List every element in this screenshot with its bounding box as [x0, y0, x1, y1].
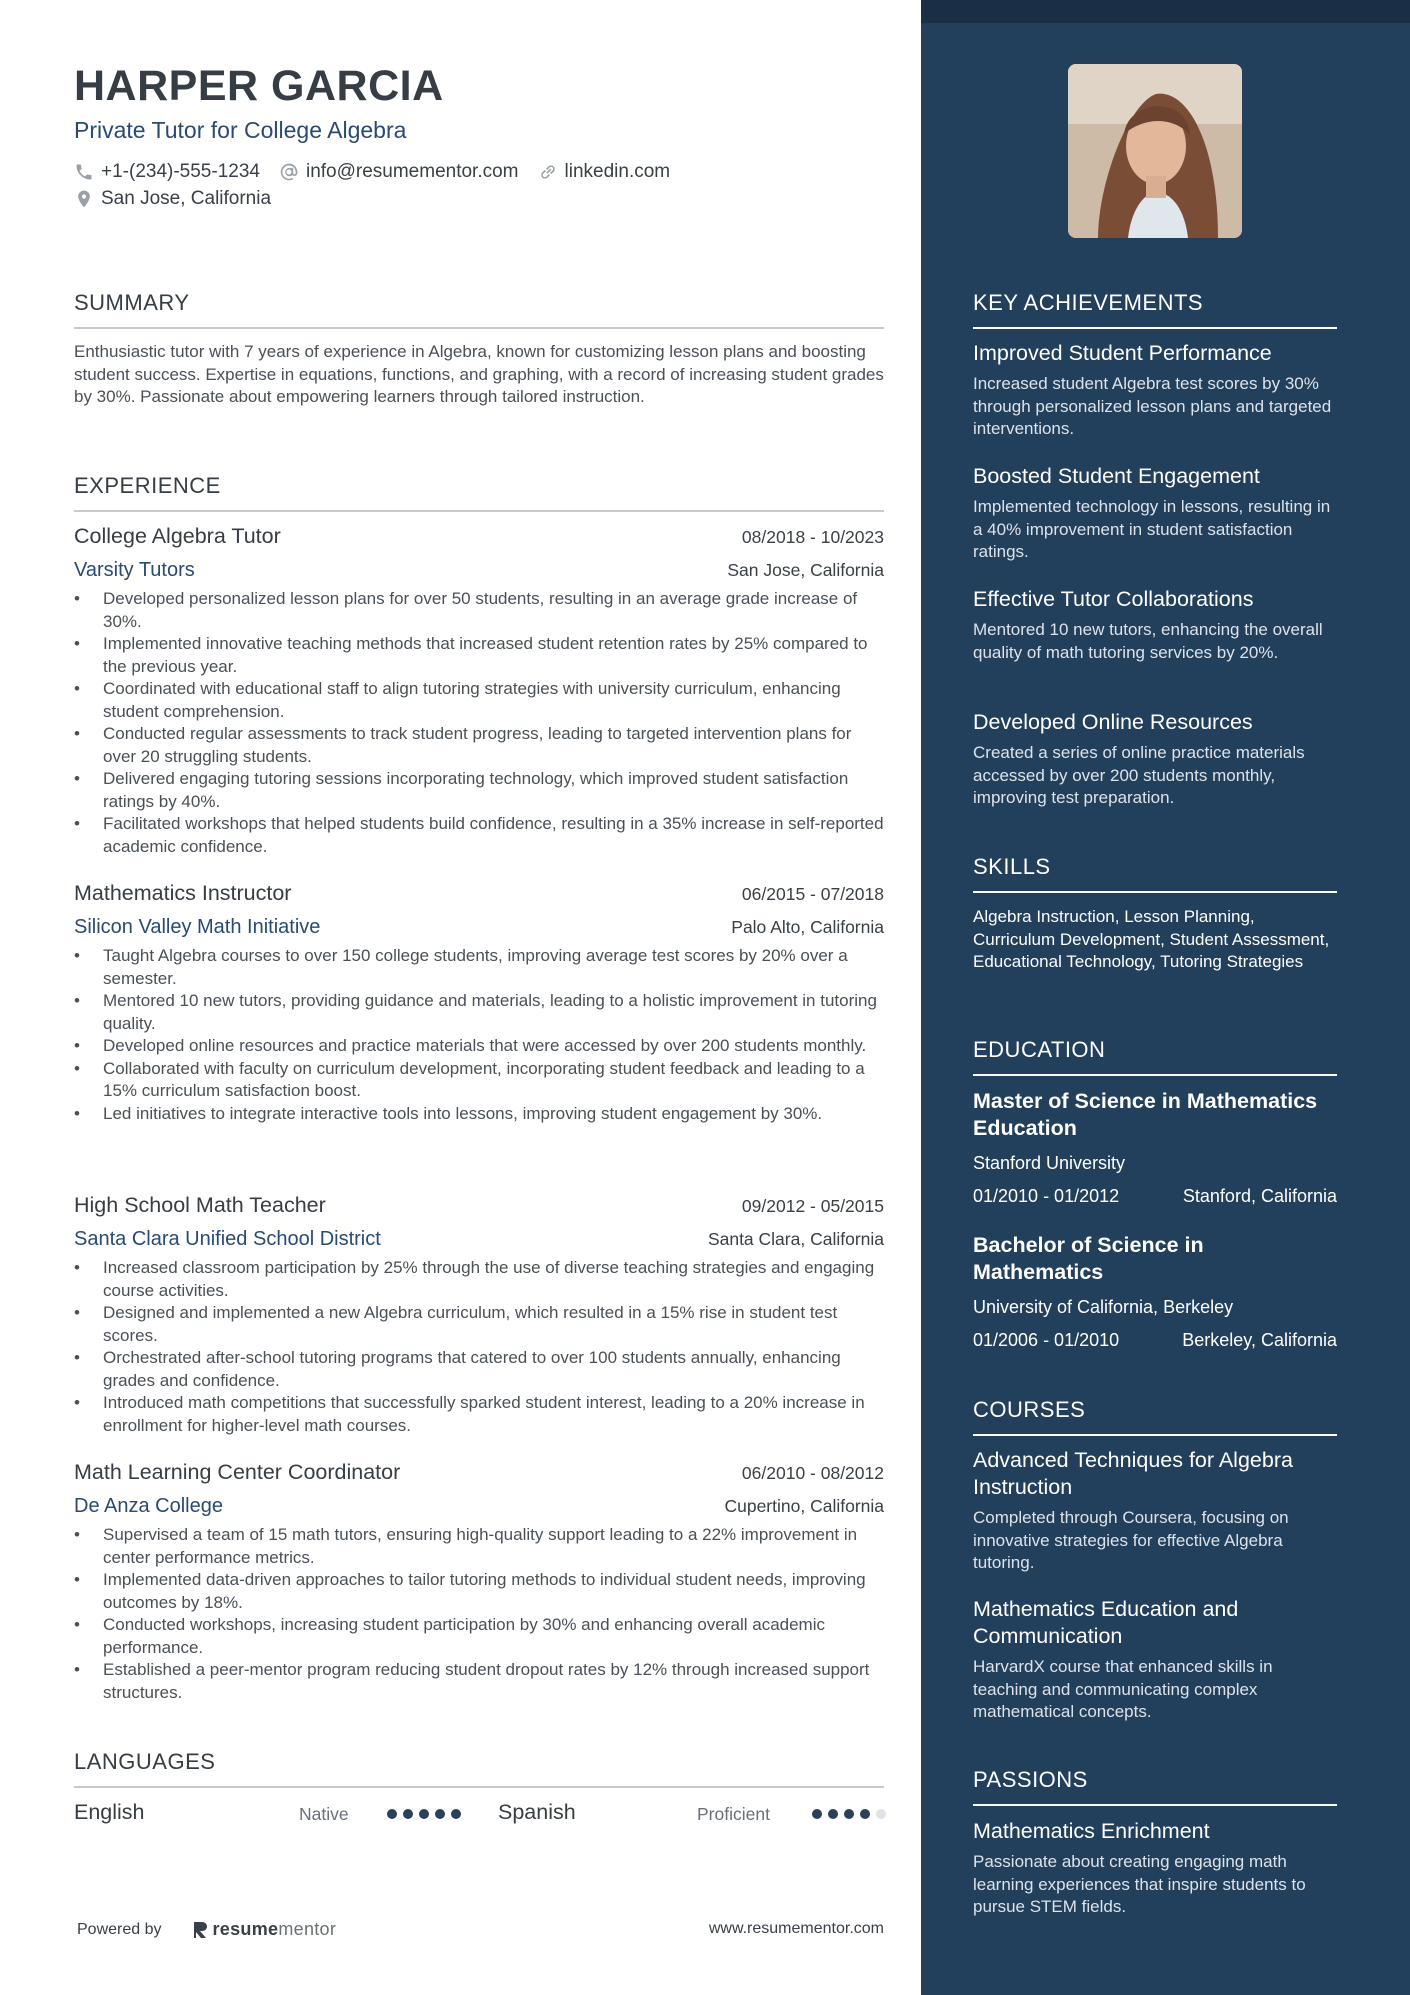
language-name: English: [74, 1800, 145, 1824]
achievement-text: Mentored 10 new tutors, enhancing the overall quality of math tutoring services by 20%.: [973, 620, 1323, 662]
course-item: [973, 1447, 1337, 1575]
passion-item: [973, 1818, 1337, 1919]
rating-dot-filled: [387, 1809, 397, 1819]
language-level: Proficient: [697, 1804, 770, 1824]
bullet-item: • Mentored 10 new tutors, providing guidance and materials, leading to a holistic improvement in tutoring quality.: [74, 990, 884, 1035]
languages-list: [74, 1800, 884, 1830]
achievement-title: Improved Student Performance: [973, 341, 1272, 365]
language-english: [74, 1800, 145, 1825]
sidebar-top-bar: [921, 0, 1410, 23]
job-role: Mathematics Instructor: [74, 881, 292, 905]
brand-bold: resume: [212, 1919, 279, 1939]
summary-heading: SUMMARY: [74, 290, 884, 329]
achievement-item: [973, 709, 1337, 810]
bullet-item: • Taught Algebra courses to over 150 college students, improving average test scores by 20% over a semester.: [74, 945, 884, 990]
candidate-name: HARPER GARCIA: [74, 62, 444, 110]
education-heading: EDUCATION: [973, 1037, 1337, 1076]
job-bullets: [74, 1524, 884, 1704]
main-column: [74, 0, 884, 1995]
course-item: [973, 1596, 1337, 1724]
achievement-text: Increased student Algebra test scores by 30% through personalized lesson plans and targeted interventions.: [973, 374, 1332, 438]
rating-dot-filled: [860, 1809, 870, 1819]
language-spanish: [498, 1800, 576, 1825]
rating-dot-filled: [828, 1809, 838, 1819]
rating-dot-filled: [812, 1809, 822, 1819]
languages-heading: LANGUAGES: [74, 1749, 884, 1788]
phone-text: +1-(234)-555-1234: [101, 161, 260, 182]
at-icon: [279, 162, 299, 182]
job-company: Santa Clara Unified School District: [74, 1228, 381, 1250]
location-text: San Jose, California: [101, 188, 272, 209]
job-entry-1: [74, 524, 884, 858]
bullet-item: • Orchestrated after-school tutoring programs that catered to over 100 students annually, enhancing grades and confidence.: [74, 1347, 884, 1392]
job-location: Cupertino, California: [724, 1496, 884, 1516]
courses-heading: COURSES: [973, 1397, 1337, 1436]
passion-text: Passionate about creating engaging math learning experiences that inspire students to pursue STEM fields.: [973, 1852, 1306, 1916]
education-degree: Bachelor of Science in Mathematics: [973, 1233, 1204, 1284]
job-location: Santa Clara, California: [707, 1229, 884, 1249]
job-bullets: [74, 1257, 884, 1437]
summary-text: Enthusiastic tutor with 7 years of experience in Algebra, known for customizing lesson plans and boosting student success. Expertise in equations, functions, and graphing, with a record of increasing student grades by 30%. Passionate about empowering learners through tailored instruction.: [74, 342, 884, 406]
education-location: Stanford, California: [1182, 1186, 1337, 1206]
job-location: San Jose, California: [727, 560, 884, 580]
footer-branding: [77, 1919, 336, 1940]
education-location: Berkeley, California: [1182, 1330, 1337, 1350]
bullet-item: • Implemented innovative teaching methods that increased student retention rates by 25% compared to the previous year.: [74, 633, 884, 678]
education-school: Stanford University: [973, 1153, 1126, 1173]
education-item: [973, 1088, 1337, 1207]
course-text: Completed through Coursera, focusing on innovative strategies for effective Algebra tutoring.: [973, 1508, 1289, 1572]
resumementor-logo-icon: [192, 1920, 209, 1940]
language-name: Spanish: [498, 1800, 576, 1824]
education-item: [973, 1232, 1337, 1351]
passions-heading: PASSIONS: [973, 1767, 1337, 1806]
bullet-item: • Supervised a team of 15 math tutors, ensuring high-quality support leading to a 22% improvement in center performance metrics.: [74, 1524, 884, 1569]
bullet-item: • Developed online resources and practice materials that were accessed by over 200 students monthly.: [74, 1035, 884, 1058]
education-dates: 01/2006 - 01/2010: [973, 1330, 1120, 1350]
linkedin-text: linkedin.com: [564, 161, 671, 182]
rating-dot-filled: [451, 1809, 461, 1819]
bullet-item: • Delivered engaging tutoring sessions incorporating technology, which improved student satisfaction ratings by 40%.: [74, 768, 884, 813]
education-school: University of California, Berkeley: [973, 1297, 1234, 1317]
bullet-item: • Conducted workshops, increasing student participation by 30% and enhancing overall academic performance.: [74, 1614, 884, 1659]
skills-list: [973, 906, 1337, 974]
contact-phone[interactable]: [74, 161, 260, 183]
job-entry-4: [74, 1460, 884, 1704]
rating-dot-empty: [876, 1809, 886, 1819]
bullet-item: • Led initiatives to integrate interactive tools into lessons, improving student engagement by 30%.: [74, 1103, 884, 1126]
bullet-item: • Implemented data-driven approaches to tailor tutoring methods to individual student needs, improving outcomes by 18%.: [74, 1569, 884, 1614]
achievement-item: [973, 463, 1337, 564]
job-dates: 06/2015 - 07/2018: [741, 884, 884, 904]
job-bullets: [74, 588, 884, 858]
email-text: info@resumementor.com: [305, 161, 519, 182]
experience-heading: EXPERIENCE: [74, 473, 884, 512]
bullet-item: • Collaborated with faculty on curriculum development, incorporating student feedback and leading to a 15% curriculum satisfaction boost.: [74, 1058, 884, 1103]
language-rating: [387, 1809, 467, 1819]
education-degree: Master of Science in Mathematics Education: [973, 1089, 1318, 1140]
achievement-text: Implemented technology in lessons, resulting in a 40% improvement in student satisfaction ratings.: [973, 497, 1331, 561]
job-location: Palo Alto, California: [731, 917, 884, 937]
skills-heading: SKILLS: [973, 854, 1337, 893]
bullet-item: • Developed personalized lesson plans for over 50 students, resulting in an average grade increase of 30%.: [74, 588, 884, 633]
job-company: Varsity Tutors: [74, 559, 195, 581]
job-dates: 06/2010 - 08/2012: [741, 1463, 884, 1483]
job-bullets: [74, 945, 884, 1125]
contact-email[interactable]: [279, 161, 519, 183]
profile-photo: [1068, 64, 1242, 238]
sidebar: [921, 0, 1410, 1995]
course-text: HarvardX course that enhanced skills in teaching and communicating complex mathematical concepts.: [973, 1657, 1273, 1721]
language-rating: [812, 1809, 892, 1819]
contact-location: [74, 188, 271, 210]
job-dates: 08/2018 - 10/2023: [741, 527, 884, 547]
bullet-item: • Conducted regular assessments to track student progress, leading to targeted intervention plans for over 20 struggling students.: [74, 723, 884, 768]
candidate-title: Private Tutor for College Algebra: [74, 117, 407, 143]
powered-by-text: Powered by: [77, 1920, 162, 1938]
course-title: Mathematics Education and Communication: [973, 1597, 1239, 1648]
footer-website[interactable]: www.resumementor.com: [708, 1920, 884, 1937]
link-icon: [538, 162, 558, 182]
job-company: Silicon Valley Math Initiative: [74, 916, 321, 938]
achievement-item: [973, 340, 1337, 441]
skills-text: Algebra Instruction, Lesson Planning, Curriculum Development, Student Assessment, Educational Technology, Tutoring Strategies: [973, 907, 1330, 971]
job-entry-3: [74, 1193, 884, 1437]
bullet-item: • Introduced math competitions that successfully sparked student interest, leading to a 20% increase in enrollment for higher-level math courses.: [74, 1392, 884, 1437]
achievement-title: Effective Tutor Collaborations: [973, 587, 1254, 611]
bullet-item: • Established a peer-mentor program reducing student dropout rates by 12% through increased support structures.: [74, 1659, 884, 1704]
contact-row-2: [74, 188, 290, 210]
achievement-item: [973, 586, 1337, 664]
rating-dot-filled: [844, 1809, 854, 1819]
rating-dot-filled: [403, 1809, 413, 1819]
contact-row: [74, 161, 689, 183]
bullet-item: • Coordinated with educational staff to align tutoring strategies with university curriculum, enhancing student comprehension.: [74, 678, 884, 723]
education-dates: 01/2010 - 01/2012: [973, 1186, 1120, 1206]
rating-dot-filled: [435, 1809, 445, 1819]
job-role: Math Learning Center Coordinator: [74, 1460, 401, 1484]
job-dates: 09/2012 - 05/2015: [741, 1196, 884, 1216]
contact-linkedin[interactable]: [538, 161, 671, 183]
resumementor-logo[interactable]: [192, 1919, 337, 1940]
bullet-item: • Designed and implemented a new Algebra curriculum, which resulted in a 15% rise in student test scores.: [74, 1302, 884, 1347]
bullet-item: • Increased classroom participation by 25% through the use of diverse teaching strategies and engaging course activities.: [74, 1257, 884, 1302]
achievement-text: Created a series of online practice materials accessed by over 200 students monthly, improving test preparation.: [973, 743, 1305, 807]
rating-dot-filled: [419, 1809, 429, 1819]
passion-title: Mathematics Enrichment: [973, 1819, 1210, 1843]
job-entry-2: [74, 881, 884, 1125]
job-company: De Anza College: [74, 1495, 223, 1517]
bullet-item: • Facilitated workshops that helped students build confidence, resulting in a 35% increase in self-reported academic confidence.: [74, 813, 884, 858]
phone-icon: [74, 162, 94, 182]
achievement-title: Developed Online Resources: [973, 710, 1253, 734]
location-pin-icon: [74, 189, 94, 209]
job-role: High School Math Teacher: [74, 1193, 326, 1217]
achievement-title: Boosted Student Engagement: [973, 464, 1260, 488]
course-title: Advanced Techniques for Algebra Instruction: [973, 1448, 1293, 1499]
achievements-heading: KEY ACHIEVEMENTS: [973, 290, 1337, 329]
language-level: Native: [299, 1804, 349, 1824]
profile-photo-image: [1068, 64, 1242, 238]
brand-light: mentor: [278, 1919, 337, 1939]
job-role: College Algebra Tutor: [74, 524, 281, 548]
